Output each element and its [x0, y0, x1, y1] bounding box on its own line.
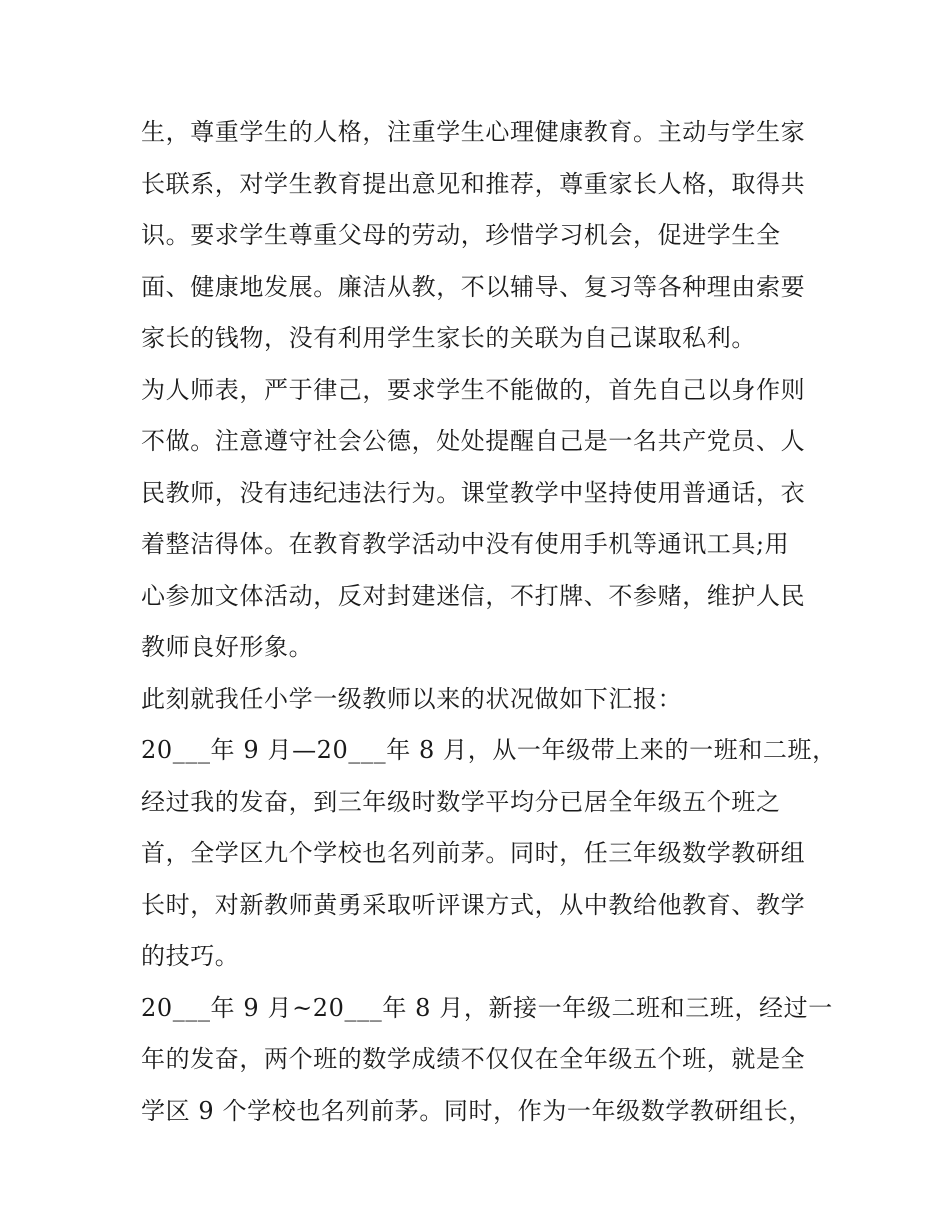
text-line: 生，尊重学生的人格，注重学生心理健康教育。主动与学生家	[141, 118, 806, 146]
text-line: 着整洁得体。在教育教学活动中没有使用手机等通讯工具;用	[141, 530, 790, 558]
document-body	[141, 107, 837, 1137]
text-line: 不做。注意遵守社会公德，处处提醒自己是一名共产党员、人	[141, 427, 806, 455]
text-line: 20___年 9 月~20___年 8 月，新接一年级二班和三班，经过一	[141, 993, 833, 1022]
text-line: 学区 9 个学校也名列前茅。同时，作为一年级数学教研组长，	[141, 1096, 813, 1125]
text-line: 教师良好形象。	[141, 633, 314, 661]
text-line: 首，全学区九个学校也名列前茅。同时，任三年级数学教研组	[141, 839, 806, 867]
text-line: 为人师表，严于律己，要求学生不能做的，首先自己以身作则	[141, 375, 806, 404]
text-line: 的技巧。	[141, 942, 240, 970]
text-line: 长联系，对学生教育提出意见和推荐，尊重家长人格，取得共	[141, 169, 806, 198]
text-line: 心参加文体活动，反对封建迷信，不打牌、不参赌，维护人民	[141, 581, 806, 610]
text-line: 经过我的发奋，到三年级时数学平均分已居全年级五个班之	[141, 787, 781, 816]
text-line: 面、健康地发展。廉洁从教，不以辅导、复习等各种理由索要	[141, 272, 806, 301]
text-line: 长时，对新教师黄勇采取听评课方式，从中教给他教育、教学	[141, 890, 806, 919]
text-line: 家长的钱物，没有利用学生家长的关联为自己谋取私利。	[141, 324, 756, 352]
text-line: 民教师，没有违纪违法行为。课堂教学中坚持使用普通话，衣	[141, 478, 806, 507]
text-line: 此刻就我任小学一级教师以来的状况做如下汇报：	[141, 684, 683, 713]
text-line: 识。要求学生尊重父母的劳动，珍惜学习机会，促进学生全	[141, 221, 781, 249]
text-line: 年的发奋，两个班的数学成绩不仅仅在全年级五个班，就是全	[141, 1045, 806, 1073]
text-line: 20___年 9 月—20___年 8 月，从一年级带上来的一班和二班，	[141, 736, 837, 764]
